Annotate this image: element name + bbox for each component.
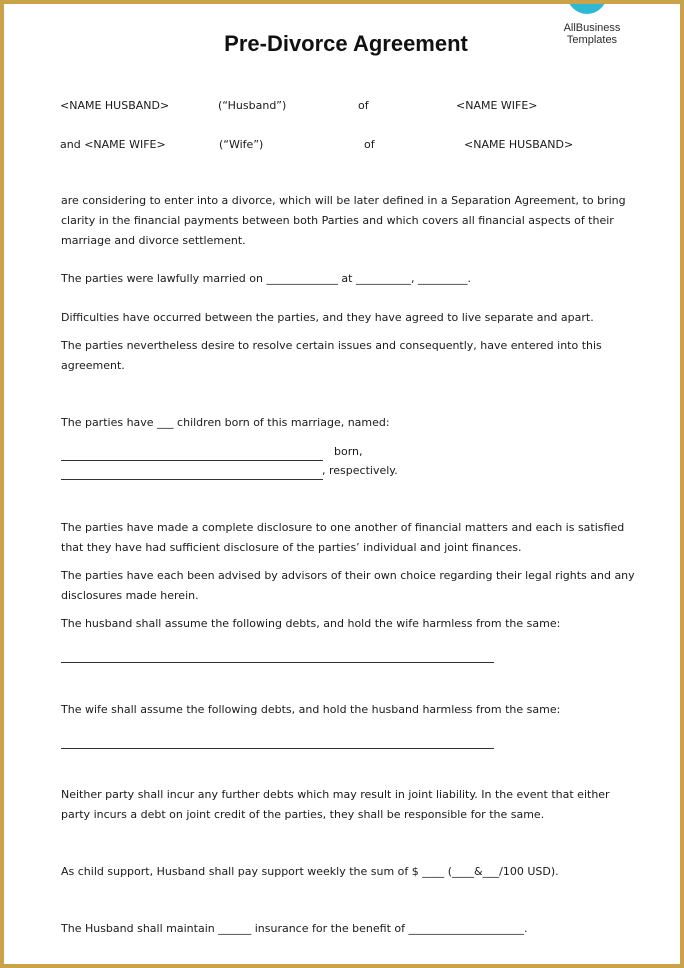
child-respectively-label: , respectively. [322,464,398,477]
marriage-paragraph: The parties were lawfully married on _____________ at __________, _________. [61,272,471,285]
party2-role: (“Wife”) [219,138,264,151]
child-support-paragraph: As child support, Husband shall pay support weekly the sum of $ ____ (____&___/100 USD). [61,865,559,878]
party1-of: of [358,99,369,112]
party1-name: <NAME HUSBAND> [60,99,170,112]
logo-text: AllBusiness Templates [563,22,621,46]
child-born-label: born, [334,445,363,458]
advised-paragraph: The parties have each been advised by advisors of their own choice regarding their legal rights and any disclosures made herein. [61,569,635,602]
child-name-line-2 [61,479,323,480]
insurance-paragraph: The Husband shall maintain ______ insurance for the benefit of _____________________. [61,922,528,935]
party2-other: <NAME HUSBAND> [464,138,574,151]
party2-name: and <NAME WIFE> [60,138,166,151]
difficulties-paragraph: Difficulties have occurred between the parties, and they have agreed to live separate and apart. [61,311,594,324]
document-title: Pre-Divorce Agreement [224,31,468,56]
child-name-line-1 [61,460,323,461]
party2-of: of [364,138,375,151]
husband-debts-paragraph: The husband shall assume the following debts, and hold the wife harmless from the same: [61,617,561,630]
party1-other: <NAME WIFE> [456,99,538,112]
wife-debts-paragraph: The wife shall assume the following debts, and hold the husband harmless from the same: [61,703,561,716]
wife-debts-line [61,748,494,749]
children-paragraph: The parties have ___ children born of this marriage, named: [61,416,390,429]
no-further-debts-paragraph: Neither party shall incur any further debts which may result in joint liability. In the event that either party incurs a debt on joint credit of the parties, they shall be responsible for the same. [61,788,610,821]
intro-paragraph: are considering to enter into a divorce, which will be later defined in a Separation Agreement, to bring clarity in the financial payments between both Parties and which covers all financial aspects of their marriage and divorce settlement. [61,194,626,247]
desire-paragraph: The parties nevertheless desire to resolve certain issues and consequently, have entered into this agreement. [61,339,602,372]
logo-emblem-icon [567,0,607,14]
husband-debts-line [61,662,494,663]
disclosure-paragraph: The parties have made a complete disclosure to one another of financial matters and each is satisfied that they have had sufficient disclosure of the parties’ individual and joint finances. [61,521,625,554]
party1-role: (“Husband”) [218,99,287,112]
